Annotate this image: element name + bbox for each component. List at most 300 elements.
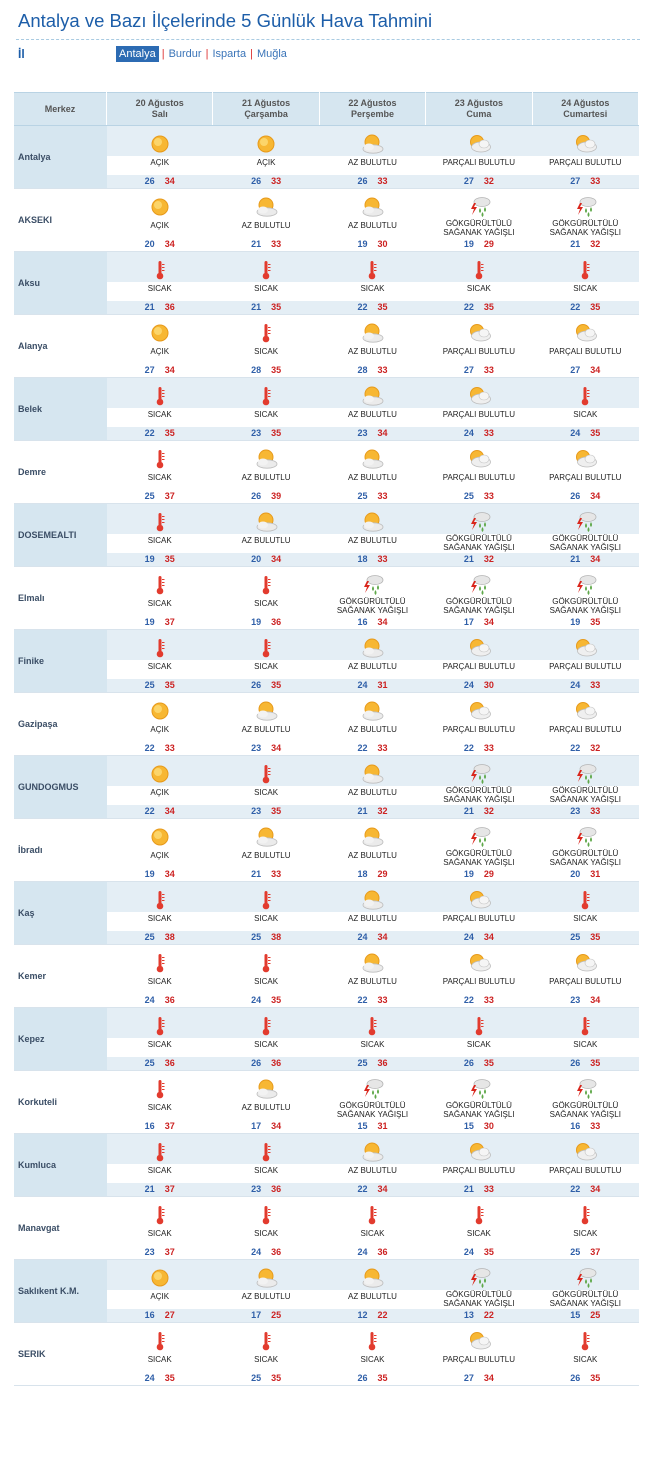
forecast-cell <box>107 819 213 882</box>
forecast-cell <box>319 1260 425 1323</box>
min-temp: 25 <box>357 1058 368 1068</box>
temperature-range <box>213 680 319 690</box>
temperature-range <box>319 995 425 1005</box>
min-temp: 18 <box>357 554 368 564</box>
partly-cloudy-icon <box>573 952 597 974</box>
forecast-cell <box>319 1071 425 1134</box>
max-temp: 35 <box>377 302 388 312</box>
temperature-range <box>107 176 213 186</box>
thermometer-icon <box>148 448 172 470</box>
temperature-range <box>107 491 213 501</box>
temperature-range <box>426 554 532 564</box>
thunderstorm-icon <box>360 1078 384 1100</box>
sun-behind-cloud-icon <box>360 826 384 848</box>
temperature-range <box>107 932 213 942</box>
min-temp: 22 <box>144 806 155 816</box>
temperature-range <box>319 239 425 249</box>
min-temp: 20 <box>144 239 155 249</box>
min-temp: 23 <box>570 995 581 1005</box>
condition-text: AZ BULUTLU <box>348 1166 397 1175</box>
forecast-table <box>14 92 639 1386</box>
forecast-cell <box>532 315 638 378</box>
max-temp: 34 <box>590 365 601 375</box>
condition-text: AZ BULUTLU <box>241 1292 291 1301</box>
forecast-cell <box>532 189 638 252</box>
min-temp: 22 <box>357 743 368 753</box>
min-temp: 23 <box>251 1184 262 1194</box>
min-temp: 25 <box>463 491 474 501</box>
day-date: 24 Ağustos <box>561 98 610 108</box>
thermometer-icon <box>254 1015 278 1037</box>
condition-text: SICAK <box>254 914 279 923</box>
min-temp: 27 <box>570 176 581 186</box>
max-temp: 37 <box>164 1184 175 1194</box>
min-temp: 22 <box>570 1184 581 1194</box>
max-temp: 30 <box>483 680 494 690</box>
max-temp: 34 <box>590 491 601 501</box>
province-link-mugla[interactable]: Muğla <box>256 48 287 60</box>
forecast-cell <box>532 504 638 567</box>
station-name: Demre <box>14 441 107 504</box>
condition-text: SICAK <box>360 1355 385 1364</box>
min-temp: 26 <box>251 491 262 501</box>
sun-behind-cloud-icon <box>360 700 384 722</box>
temperature-range <box>426 680 532 690</box>
condition-text: GÖKGÜRÜLTÜLÜ SAĞANAK YAĞIŞLI <box>549 1290 621 1308</box>
sun-behind-cloud-icon <box>360 385 384 407</box>
forecast-cell <box>426 693 532 756</box>
max-temp: 30 <box>377 239 388 249</box>
max-temp: 35 <box>271 302 282 312</box>
station-name: Finike <box>14 630 107 693</box>
station-name: Alanya <box>14 315 107 378</box>
forecast-cell <box>213 1323 319 1386</box>
thermometer-icon <box>254 574 278 596</box>
forecast-cell <box>213 315 319 378</box>
min-temp: 27 <box>144 365 155 375</box>
sun-behind-cloud-icon <box>360 952 384 974</box>
condition-text: SICAK <box>573 914 598 923</box>
min-temp: 21 <box>251 239 262 249</box>
max-temp: 34 <box>271 1121 282 1131</box>
forecast-cell <box>426 1260 532 1323</box>
forecast-cell <box>319 504 425 567</box>
forecast-cell <box>319 693 425 756</box>
forecast-cell <box>107 252 213 315</box>
merkez-header: Merkez <box>14 93 107 126</box>
temperature-range <box>107 365 213 375</box>
temperature-range <box>319 743 425 753</box>
max-temp: 35 <box>590 1058 601 1068</box>
max-temp: 31 <box>590 869 601 879</box>
temperature-range <box>319 806 425 816</box>
max-temp: 33 <box>590 176 601 186</box>
max-temp: 22 <box>483 1310 494 1320</box>
min-temp: 24 <box>463 932 474 942</box>
min-temp: 24 <box>144 1373 155 1383</box>
min-temp: 18 <box>357 869 368 879</box>
condition-text: SICAK <box>360 284 385 293</box>
forecast-cell <box>532 693 638 756</box>
condition-text: SICAK <box>147 914 172 923</box>
day-date: 20 Ağustos <box>135 98 184 108</box>
min-temp: 19 <box>144 869 155 879</box>
forecast-cell <box>426 315 532 378</box>
temperature-range <box>532 869 638 879</box>
condition-text: SICAK <box>147 284 172 293</box>
max-temp: 33 <box>271 869 282 879</box>
temperature-range <box>319 1310 425 1320</box>
max-temp: 34 <box>164 806 175 816</box>
temperature-range <box>213 995 319 1005</box>
condition-text: SICAK <box>147 473 172 482</box>
condition-text: AZ BULUTLU <box>241 725 291 734</box>
temperature-range <box>319 1247 425 1257</box>
max-temp: 35 <box>590 1373 601 1383</box>
forecast-cell <box>213 756 319 819</box>
thermometer-icon <box>254 889 278 911</box>
temperature-range <box>107 1247 213 1257</box>
max-temp: 31 <box>377 1121 388 1131</box>
forecast-cell <box>532 1008 638 1071</box>
temperature-range <box>213 491 319 501</box>
condition-text: AÇIK <box>150 221 170 230</box>
province-nav <box>116 48 288 60</box>
condition-text: SICAK <box>147 1040 172 1049</box>
max-temp: 35 <box>164 1373 175 1383</box>
condition-text: GÖKGÜRÜLTÜLÜ SAĞANAK YAĞIŞLI <box>549 597 621 615</box>
temperature-range <box>426 1058 532 1068</box>
condition-text: SICAK <box>254 410 279 419</box>
min-temp: 15 <box>357 1121 368 1131</box>
station-row <box>14 504 639 567</box>
condition-text: SICAK <box>147 977 172 986</box>
forecast-cell <box>107 693 213 756</box>
forecast-cell <box>319 1008 425 1071</box>
thermometer-icon <box>254 259 278 281</box>
condition-text: SICAK <box>254 662 279 671</box>
forecast-cell <box>213 1134 319 1197</box>
min-temp: 25 <box>251 1373 262 1383</box>
min-temp: 24 <box>357 932 368 942</box>
max-temp: 36 <box>164 302 175 312</box>
station-row <box>14 189 639 252</box>
min-temp: 26 <box>570 1058 581 1068</box>
min-temp: 25 <box>570 1247 581 1257</box>
condition-text: AÇIK <box>150 851 170 860</box>
condition-text: SICAK <box>573 410 598 419</box>
day-date: 23 Ağustos <box>454 98 503 108</box>
temperature-range <box>319 1184 425 1194</box>
temperature-range <box>532 491 638 501</box>
min-temp: 21 <box>463 1184 474 1194</box>
condition-text: PARÇALI BULUTLU <box>549 347 622 356</box>
min-temp: 26 <box>144 176 155 186</box>
temperature-range <box>532 1184 638 1194</box>
max-temp: 32 <box>377 806 388 816</box>
max-temp: 38 <box>271 932 282 942</box>
thermometer-icon <box>573 259 597 281</box>
forecast-cell <box>426 945 532 1008</box>
max-temp: 33 <box>377 995 388 1005</box>
province-link-antalya[interactable]: Antalya <box>116 46 159 62</box>
min-temp: 27 <box>463 365 474 375</box>
condition-text: AZ BULUTLU <box>348 977 397 986</box>
forecast-cell <box>319 441 425 504</box>
min-temp: 28 <box>357 365 368 375</box>
condition-text: GÖKGÜRÜLTÜLÜ SAĞANAK YAĞIŞLI <box>549 849 621 867</box>
condition-text: PARÇALI BULUTLU <box>549 158 622 167</box>
max-temp: 25 <box>271 1310 282 1320</box>
temperature-range <box>319 1373 425 1383</box>
temperature-range <box>319 1121 425 1131</box>
thermometer-icon <box>148 1204 172 1226</box>
day-header <box>532 93 638 126</box>
station-name: Aksu <box>14 252 107 315</box>
condition-text: SICAK <box>147 1355 172 1364</box>
max-temp: 34 <box>483 617 494 627</box>
temperature-range <box>426 239 532 249</box>
forecast-cell <box>213 189 319 252</box>
max-temp: 34 <box>377 428 388 438</box>
nav-separator: | <box>205 48 209 60</box>
condition-text: AZ BULUTLU <box>348 536 397 545</box>
min-temp: 21 <box>570 554 581 564</box>
min-temp: 27 <box>570 365 581 375</box>
thermometer-icon <box>467 259 491 281</box>
station-name: AKSEKI <box>14 189 107 252</box>
temperature-range <box>426 491 532 501</box>
temperature-range <box>107 428 213 438</box>
condition-text: PARÇALI BULUTLU <box>549 977 622 986</box>
condition-text: GÖKGÜRÜLTÜLÜ SAĞANAK YAĞIŞLI <box>549 1101 621 1119</box>
condition-text: GÖKGÜRÜLTÜLÜ SAĞANAK YAĞIŞLI <box>443 1101 515 1119</box>
forecast-cell <box>213 378 319 441</box>
max-temp: 35 <box>164 680 175 690</box>
condition-text: AZ BULUTLU <box>241 473 291 482</box>
condition-text: SICAK <box>147 1166 172 1175</box>
temperature-range <box>426 743 532 753</box>
day-header <box>426 93 532 126</box>
condition-text: SICAK <box>360 1229 385 1238</box>
forecast-cell <box>532 1071 638 1134</box>
max-temp: 34 <box>164 869 175 879</box>
condition-text: SICAK <box>254 1166 279 1175</box>
min-temp: 17 <box>251 1310 262 1320</box>
temperature-range <box>107 1310 213 1320</box>
partly-cloudy-icon <box>573 133 597 155</box>
sun-behind-cloud-icon <box>254 826 278 848</box>
max-temp: 33 <box>164 743 175 753</box>
thunderstorm-icon <box>467 1267 491 1289</box>
condition-text: SICAK <box>254 1355 279 1364</box>
sun-behind-cloud-icon <box>360 763 384 785</box>
station-row <box>14 252 639 315</box>
forecast-cell <box>107 504 213 567</box>
forecast-cell <box>426 819 532 882</box>
min-temp: 26 <box>463 1058 474 1068</box>
min-temp: 17 <box>251 1121 262 1131</box>
max-temp: 34 <box>271 554 282 564</box>
min-temp: 24 <box>357 680 368 690</box>
forecast-cell <box>107 378 213 441</box>
sun-behind-cloud-icon <box>360 511 384 533</box>
min-temp: 26 <box>357 1373 368 1383</box>
sun-icon <box>148 700 172 722</box>
min-temp: 25 <box>144 1058 155 1068</box>
forecast-cell <box>532 1134 638 1197</box>
thunderstorm-icon <box>467 511 491 533</box>
condition-text: PARÇALI BULUTLU <box>549 662 622 671</box>
min-temp: 23 <box>251 428 262 438</box>
forecast-cell <box>213 693 319 756</box>
min-temp: 25 <box>570 932 581 942</box>
min-temp: 19 <box>251 617 262 627</box>
thermometer-icon <box>573 385 597 407</box>
condition-text: SICAK <box>254 347 279 356</box>
temperature-range <box>213 239 319 249</box>
thermometer-icon <box>254 385 278 407</box>
min-temp: 16 <box>144 1310 155 1320</box>
min-temp: 24 <box>570 428 581 438</box>
forecast-cell <box>107 441 213 504</box>
max-temp: 35 <box>271 365 282 375</box>
condition-text: PARÇALI BULUTLU <box>442 914 516 923</box>
forecast-cell <box>532 630 638 693</box>
condition-text: SICAK <box>147 536 172 545</box>
forecast-cell <box>426 441 532 504</box>
max-temp: 34 <box>483 932 494 942</box>
day-header <box>213 93 319 126</box>
station-row <box>14 693 639 756</box>
temperature-range <box>532 995 638 1005</box>
forecast-cell <box>107 882 213 945</box>
max-temp: 34 <box>377 617 388 627</box>
min-temp: 15 <box>570 1310 581 1320</box>
max-temp: 32 <box>590 743 601 753</box>
temperature-range <box>213 365 319 375</box>
temperature-range <box>213 1310 319 1320</box>
forecast-cell <box>426 1008 532 1071</box>
condition-text: SICAK <box>573 284 598 293</box>
condition-text: AZ BULUTLU <box>348 158 397 167</box>
condition-text: AZ BULUTLU <box>348 473 397 482</box>
max-temp: 33 <box>590 1121 601 1131</box>
max-temp: 34 <box>483 1373 494 1383</box>
min-temp: 24 <box>463 1247 474 1257</box>
temperature-range <box>213 806 319 816</box>
station-row <box>14 126 639 189</box>
min-temp: 21 <box>570 239 581 249</box>
station-name: Manavgat <box>14 1197 107 1260</box>
partly-cloudy-icon <box>467 952 491 974</box>
min-temp: 26 <box>251 1058 262 1068</box>
min-temp: 22 <box>144 428 155 438</box>
min-temp: 24 <box>144 995 155 1005</box>
max-temp: 34 <box>377 932 388 942</box>
temperature-range <box>213 617 319 627</box>
min-temp: 19 <box>144 617 155 627</box>
condition-text: SICAK <box>573 1229 598 1238</box>
forecast-cell <box>107 315 213 378</box>
thermometer-icon <box>148 1015 172 1037</box>
province-link-burdur[interactable]: Burdur <box>168 48 202 60</box>
temperature-range <box>532 1373 638 1383</box>
forecast-cell <box>426 1134 532 1197</box>
temperature-range <box>107 869 213 879</box>
sun-behind-cloud-icon <box>254 700 278 722</box>
condition-text: AZ BULUTLU <box>241 536 291 545</box>
max-temp: 36 <box>271 617 282 627</box>
day-header <box>319 93 425 126</box>
thermometer-icon <box>467 1015 491 1037</box>
min-temp: 22 <box>463 995 474 1005</box>
condition-text: SICAK <box>147 662 172 671</box>
condition-text: AZ BULUTLU <box>348 914 397 923</box>
station-row <box>14 1008 639 1071</box>
forecast-cell <box>213 441 319 504</box>
day-header <box>107 93 213 126</box>
condition-text: PARÇALI BULUTLU <box>442 662 516 671</box>
temperature-range <box>213 428 319 438</box>
thermometer-icon <box>360 1015 384 1037</box>
condition-text: GÖKGÜRÜLTÜLÜ SAĞANAK YAĞIŞLI <box>336 597 409 615</box>
min-temp: 27 <box>463 176 474 186</box>
condition-text: SICAK <box>573 1355 598 1364</box>
max-temp: 36 <box>271 1247 282 1257</box>
temperature-range <box>213 176 319 186</box>
max-temp: 35 <box>164 428 175 438</box>
min-temp: 22 <box>357 1184 368 1194</box>
temperature-range <box>426 176 532 186</box>
condition-text: PARÇALI BULUTLU <box>442 977 516 986</box>
sun-behind-cloud-icon <box>360 133 384 155</box>
temperature-range <box>426 1184 532 1194</box>
max-temp: 33 <box>483 743 494 753</box>
temperature-range <box>213 1058 319 1068</box>
min-temp: 17 <box>463 617 474 627</box>
max-temp: 31 <box>377 680 388 690</box>
province-link-isparta[interactable]: Isparta <box>212 48 247 60</box>
temperature-range <box>319 176 425 186</box>
max-temp: 29 <box>377 869 388 879</box>
max-temp: 33 <box>590 680 601 690</box>
partly-cloudy-icon <box>467 133 491 155</box>
temperature-range <box>532 302 638 312</box>
condition-text: SICAK <box>147 410 172 419</box>
forecast-cell <box>319 1323 425 1386</box>
sun-icon <box>148 826 172 848</box>
condition-text: PARÇALI BULUTLU <box>442 1355 516 1364</box>
condition-text: SICAK <box>573 1040 598 1049</box>
forecast-cell <box>426 126 532 189</box>
station-name: Elmalı <box>14 567 107 630</box>
partly-cloudy-icon <box>467 889 491 911</box>
min-temp: 21 <box>144 1184 155 1194</box>
condition-text: AZ BULUTLU <box>241 221 291 230</box>
min-temp: 26 <box>251 680 262 690</box>
max-temp: 35 <box>271 680 282 690</box>
max-temp: 33 <box>271 239 282 249</box>
sun-behind-cloud-icon <box>360 1267 384 1289</box>
sun-behind-cloud-icon <box>360 322 384 344</box>
partly-cloudy-icon <box>573 448 597 470</box>
min-temp: 25 <box>144 680 155 690</box>
thermometer-icon <box>360 1204 384 1226</box>
page-title: Antalya ve Bazı İlçelerinde 5 Günlük Hava Tahmini <box>18 10 433 31</box>
temperature-range <box>532 743 638 753</box>
forecast-cell <box>213 1071 319 1134</box>
